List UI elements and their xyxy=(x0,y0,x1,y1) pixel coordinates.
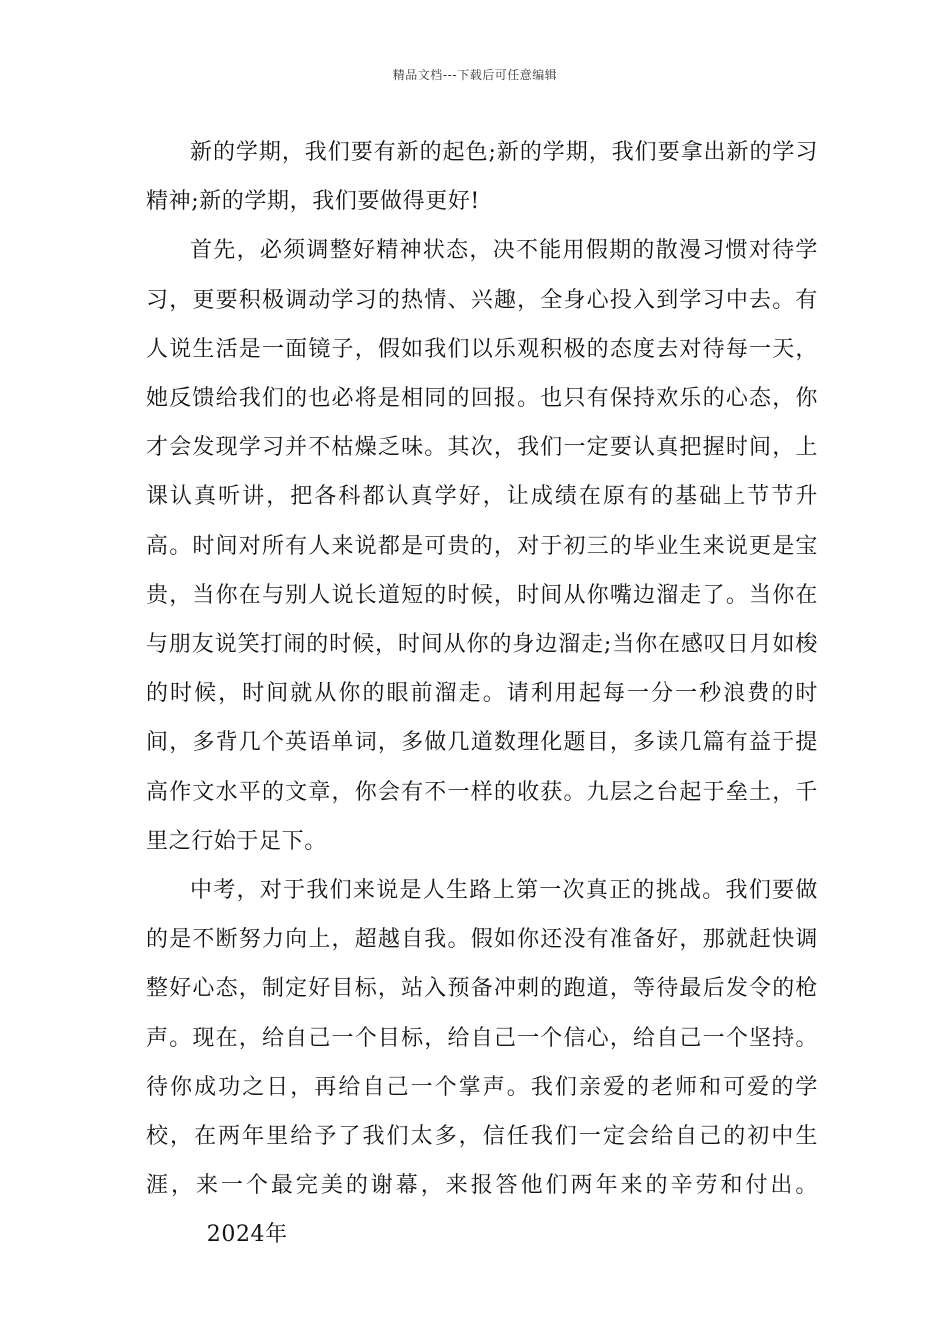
page-header: 精品文档---下载后可任意编辑 xyxy=(392,68,558,82)
document-body xyxy=(146,128,818,1260)
paragraph-3-text: 中考，对于我们来说是人生路上第一次真正的挑战。我们要做的是不断努力向上，超越自我。假如你还没有准备好，那就赶快调整好心态，制定好目标，站入预备冲刺的跑道，等待最后发令的枪声。现在，给自己一个目标，给自己一个信心，给自己一个坚持。待你成功之日，再给自己一个掌声。我们亲爱的老师和可爱的学校，在两年里给予了我们太多，信任我们一定会给自己的初中生涯，来一个最完美的谢幕，来报答他们两年来的辛劳和付出。 xyxy=(146,878,818,1199)
paragraph-1: 新的学期，我们要有新的起色;新的学期，我们要拿出新的学习精神;新的学期，我们要做得更好! xyxy=(146,140,818,215)
paragraph-2: 首先，必须调整好精神状态，决不能用假期的散漫习惯对待学习，更要积极调动学习的热情、兴趣，全身心投入到学习中去。有人说生活是一面镜子，假如我们以乐观积极的态度去对待每一天，她反馈给我们的也必将是相同的回报。也只有保持欢乐的心态，你才会发现学习并不枯燥乏味。其次，我们一定要认真把握时间，上课认真听讲，把各科都认真学好，让成绩在原有的基础上节节升高。时间对所有人来说都是可贵的，对于初三的毕业生来说更是宝贵，当你在与别人说长道短的时候，时间从你嘴边溜走了。当你在与朋友说笑打闹的时候，时间从你的身边溜走;当你在感叹日月如梭的时候，时间就从你的眼前溜走。请利用起每一分一秒浪费的时间，多背几个英语单词，多做几道数理化题目，多读几篇有益于提高作文水平的文章，你会有不一样的收获。九层之台起于垒土，千里之行始于足下。 xyxy=(146,238,818,854)
trailing-year-text: 2024年 xyxy=(206,1222,288,1248)
paragraph-3 xyxy=(146,866,818,1260)
